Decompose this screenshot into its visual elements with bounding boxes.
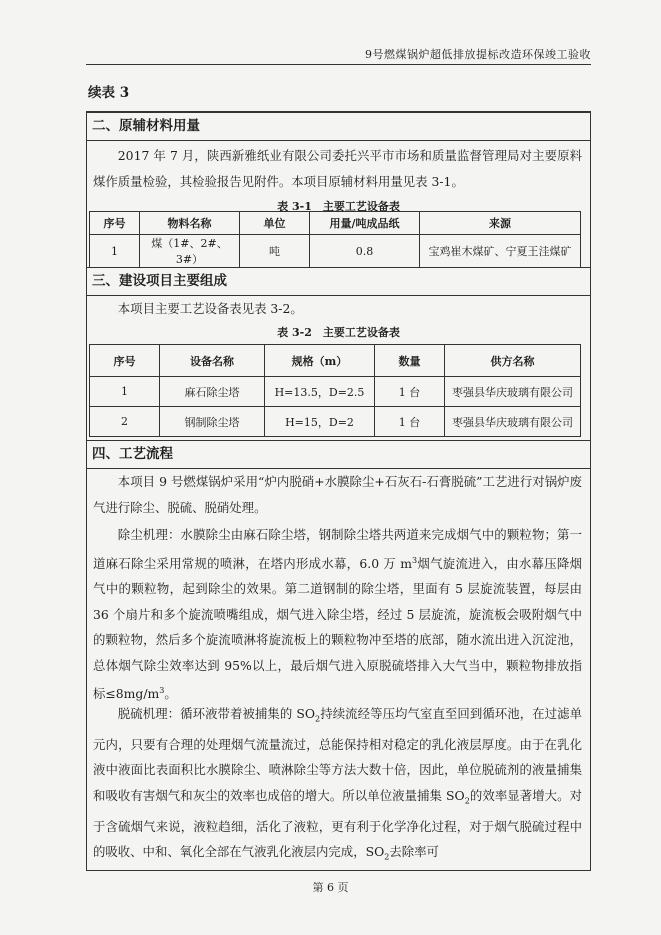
table-cell: 2 [90, 407, 160, 437]
document-header: 9号燃煤锅炉超低排放提标改造环保竣工验收 [365, 48, 591, 61]
section-heading-composition: 三、建设项目主要组成 [86, 267, 591, 296]
dust-removal-paragraph [93, 522, 582, 707]
table-3-2-header-row [90, 345, 581, 377]
paragraph-text: 除尘机理：水膜除尘由麻石除尘塔，钢制除尘塔共两道来完成烟气中的颗粒物；第一道麻石除尘采用常规的喷淋，在塔内形成水幕，6.0 万 m [93, 527, 582, 571]
table-header-cell: 数量 [375, 345, 445, 377]
table-cell: 1 [90, 377, 160, 407]
table-header-cell: 供方名称 [445, 345, 581, 377]
table-3-1-header-row [90, 212, 581, 235]
section-heading-process: 四、工艺流程 [86, 440, 591, 469]
subscript: 2 [384, 852, 390, 862]
superscript: 3 [411, 555, 418, 565]
table-row [90, 377, 581, 407]
subscript: 2 [464, 796, 470, 806]
table-header-cell: 用量/吨成品纸 [310, 212, 420, 235]
paragraph-text: 持续流经等压均气室直至回到循环池，在过滤单元内，只要有合理的处理烟气流量流过，总能保持相对稳定的乳化液层厚度。由于在乳化液中液面比表面积比水膜除尘、喷淋除尘等方法大数十倍，因此，单位脱硫剂的液量捕集和吸收有害烟气和灰尘的效率也成倍的增大。所以单位液量捕集 SO [93, 706, 582, 803]
paragraph-text: 去除率可 [389, 844, 439, 860]
table-header-cell: 来源 [420, 212, 581, 235]
paragraph-text: 脱硫机理：循环液带着被捕集的 SO [117, 706, 316, 721]
page-number: 第 6 页 [312, 881, 349, 894]
materials-paragraph: 2017 年 7 月，陕西新雅纸业有限公司委托兴平市市场和质量监督管理局对主要原料煤作质量检验，其检验报告见附件。本项目原辅材料用量见表 3-1。 [93, 148, 582, 189]
continued-table-label: 续表 3 [88, 85, 130, 101]
table-cell: 钢制除尘塔 [160, 407, 265, 437]
table-cell: 宝鸡崔木煤矿、宁夏王洼煤矿 [420, 235, 581, 268]
paragraph-text: 的效率显著增大。对于含硫烟气来说，液粒趋细，活化了液粒，更有利于化学净化过程，对于烟气脱硫过程中的吸收、中和、氧化全部在气液乳化液层内完成，SO [93, 787, 582, 860]
table-header-cell: 单位 [240, 212, 310, 235]
paragraph-text: 。 [164, 686, 177, 702]
table-header-cell: 设备名称 [160, 345, 265, 377]
table-cell: 1 台 [375, 407, 445, 437]
table-row [90, 235, 581, 268]
subscript: 2 [315, 714, 321, 724]
header-rule [86, 64, 591, 65]
table-cell: 1 台 [375, 377, 445, 407]
table-header-cell: 规格（m） [265, 345, 375, 377]
table-3-2 [89, 344, 581, 437]
table-header-cell: 序号 [90, 345, 160, 377]
table-3-1-caption: 表 3-1 主要工艺设备表 [277, 200, 400, 213]
content-frame [86, 111, 591, 871]
table-cell: H=15，D=2 [265, 407, 375, 437]
table-cell: 吨 [240, 235, 310, 268]
table-cell: 枣强县华庆玻璃有限公司 [445, 407, 581, 437]
table-cell: 麻石除尘塔 [160, 377, 265, 407]
table-cell: 0.8 [310, 235, 420, 268]
table-row [90, 407, 581, 437]
table-header-cell: 物料名称 [140, 212, 240, 235]
superscript: 3 [159, 686, 165, 696]
table-cell: H=13.5，D=2.5 [265, 377, 375, 407]
table-cell: 煤（1#、2#、3#） [140, 235, 240, 268]
desulfurization-paragraph [93, 701, 582, 870]
section-heading-materials: 二、原辅材料用量 [86, 112, 591, 141]
table-header-cell: 序号 [90, 212, 140, 235]
process-intro-paragraph: 本项目 9 号燃煤锅炉采用“炉内脱硝+水膜除尘+石灰石-石膏脱硫”工艺进行对锅炉废气进行除尘、脱硫、脱硝处理。 [93, 474, 582, 515]
table-3-2-caption: 表 3-2 主要工艺设备表 [277, 326, 400, 339]
table-cell: 枣强县华庆玻璃有限公司 [445, 377, 581, 407]
table-3-1 [89, 211, 581, 268]
paragraph-text: 烟气旋流进入，由水幕压降烟气中的颗粒物，起到除尘的效果。第二道钢制的除尘塔，里面有 5 层旋流装置，每层由 36 个扇片和多个旋流喷嘴组成，烟气进入除尘塔，经过 5 层旋流，旋流板会吸附烟气中的颗粒物，然后多个旋流喷淋将旋流板上的颗粒物冲至塔的底部，随水流出进入沉淀池，总体烟气除尘效率达到 95%以上，最后烟气进入原脱硫塔排入大气当中，颗粒物排放指标≤8mg/m [93, 555, 583, 702]
composition-paragraph: 本项目主要工艺设备表见表 3-2。 [117, 301, 303, 316]
table-cell: 1 [90, 235, 140, 268]
